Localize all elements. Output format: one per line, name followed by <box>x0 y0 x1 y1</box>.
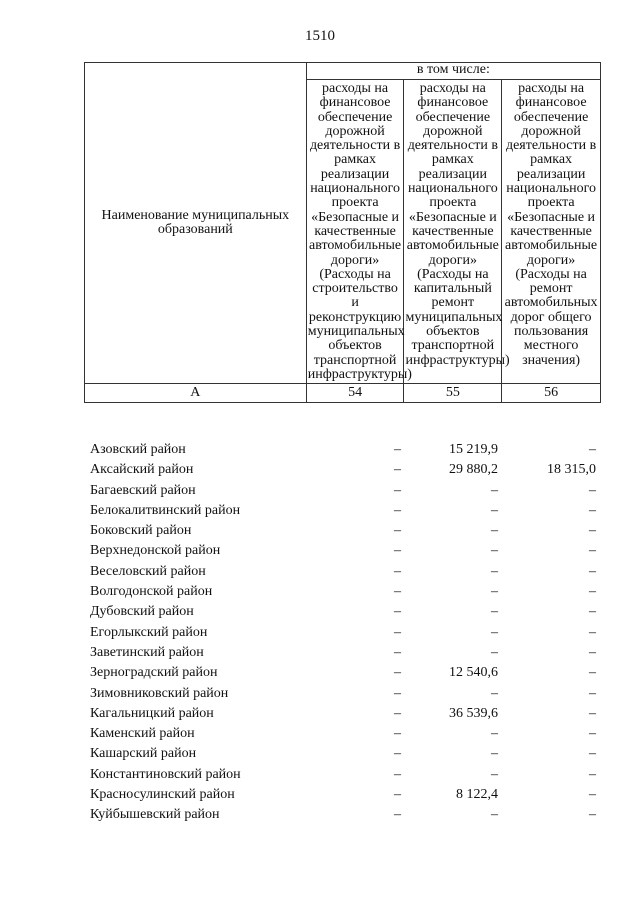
district-name: Волгодонской район <box>90 584 213 600</box>
district-name: Азовский район <box>90 442 186 457</box>
value-col-54: – <box>394 787 401 803</box>
page-number: 1510 <box>305 28 335 44</box>
value-col-55: – <box>491 543 498 559</box>
district-name: Заветинский район <box>90 644 204 660</box>
value-col-56: – <box>589 584 596 600</box>
district-name: Дубовский район <box>90 604 194 620</box>
value-col-56: – <box>589 502 596 518</box>
value-col-55: – <box>491 624 498 640</box>
table-row <box>90 765 601 785</box>
column-header-55: расходы на финансовое обеспечение дорожной деятельности в рамках реализации национального проекта «Безопасные и качественные автомобильные дороги» (Расходы на капитальный ремонт муниципальных объектов транспортной инфраструктуры) <box>404 80 502 384</box>
value-col-54: – <box>394 442 401 457</box>
table-row <box>90 704 601 724</box>
value-col-55: – <box>491 502 498 518</box>
table-row <box>90 562 601 582</box>
table-row <box>90 521 601 541</box>
value-col-54: – <box>394 746 401 762</box>
value-col-56: – <box>589 766 596 782</box>
value-col-56: – <box>589 726 596 742</box>
value-col-55: 36 539,6 <box>449 705 498 721</box>
value-col-55: 12 540,6 <box>449 665 498 681</box>
value-col-56: – <box>589 604 596 620</box>
value-col-55: – <box>491 563 498 579</box>
table-row <box>90 541 601 561</box>
value-col-55: – <box>491 523 498 539</box>
table-row <box>90 643 601 663</box>
table-row <box>90 684 601 704</box>
district-name: Багаевский район <box>90 482 196 498</box>
value-col-56: – <box>589 665 596 681</box>
value-col-56: – <box>589 543 596 559</box>
value-col-56: 18 315,0 <box>547 462 596 478</box>
value-col-55: 29 880,2 <box>449 462 498 478</box>
value-col-55: – <box>491 807 498 823</box>
value-col-55: – <box>491 726 498 742</box>
district-name: Константиновский район <box>90 766 241 782</box>
value-col-54: – <box>394 624 401 640</box>
value-col-56: – <box>589 442 596 457</box>
district-name: Куйбышевский район <box>90 807 220 823</box>
value-col-55: 8 122,4 <box>456 787 498 803</box>
value-col-54: – <box>394 685 401 701</box>
value-col-55: 15 219,9 <box>449 442 498 457</box>
table-row <box>90 785 601 805</box>
value-col-54: – <box>394 604 401 620</box>
district-name: Белокалитвинский район <box>90 502 241 518</box>
value-col-55: – <box>491 604 498 620</box>
column-header-54: расходы на финансовое обеспечение дорожной деятельности в рамках реализации национального проекта «Безопасные и качественные автомобильные дороги» (Расходы на строительство и реконструкцию муниципальных объектов транспортной инфраструктуры) <box>307 81 412 382</box>
value-col-54: – <box>394 482 401 498</box>
table-row <box>90 460 601 480</box>
district-name: Красносулинский район <box>90 787 235 803</box>
value-col-56: – <box>589 685 596 701</box>
district-name: Каменский район <box>90 726 195 742</box>
value-col-56: – <box>589 624 596 640</box>
table-row <box>90 805 601 825</box>
value-col-55: – <box>491 584 498 600</box>
group-header: в том числе: <box>306 63 600 80</box>
value-col-55: – <box>491 685 498 701</box>
value-col-56: – <box>589 787 596 803</box>
column-number-55: 55 <box>404 384 502 403</box>
table-body <box>90 440 601 826</box>
value-col-54: – <box>394 726 401 742</box>
district-name: Зимовниковский район <box>90 685 229 701</box>
column-header-56: расходы на финансовое обеспечение дорожной деятельности в рамках реализации национального проекта «Безопасные и качественные автомобильные дороги» (Расходы на ремонт автомобильных дорог общего пользования местного значения) <box>502 80 601 384</box>
value-col-56: – <box>589 807 596 823</box>
value-col-56: – <box>589 705 596 721</box>
table-row <box>90 724 601 744</box>
value-col-55: – <box>491 746 498 762</box>
value-col-55: – <box>491 644 498 660</box>
district-name: Кашарский район <box>90 746 197 762</box>
value-col-56: – <box>589 563 596 579</box>
table-row <box>90 663 601 683</box>
district-name: Егорлыкский район <box>90 624 208 640</box>
district-name: Боковский район <box>90 523 192 539</box>
value-col-56: – <box>589 746 596 762</box>
value-col-55: – <box>491 766 498 782</box>
table-row <box>90 440 601 460</box>
value-col-54: – <box>394 523 401 539</box>
district-name: Кагальницкий район <box>90 705 214 721</box>
district-name: Верхнедонской район <box>90 543 221 559</box>
table-row <box>90 744 601 764</box>
column-number-56: 56 <box>502 384 601 403</box>
value-col-54: – <box>394 543 401 559</box>
value-col-54: – <box>394 766 401 782</box>
table-row <box>90 481 601 501</box>
name-column-header: Наименование муниципальных образований <box>85 63 307 384</box>
value-col-56: – <box>589 482 596 498</box>
value-col-54: – <box>394 563 401 579</box>
district-name: Зерноградский район <box>90 665 218 681</box>
value-col-54: – <box>394 705 401 721</box>
value-col-54: – <box>394 665 401 681</box>
table-row <box>90 582 601 602</box>
value-col-54: – <box>394 807 401 823</box>
table-row <box>90 501 601 521</box>
value-col-56: – <box>589 523 596 539</box>
district-name: Аксайский район <box>90 462 194 478</box>
value-col-55: – <box>491 482 498 498</box>
district-name: Веселовский район <box>90 563 206 579</box>
value-col-54: – <box>394 584 401 600</box>
value-col-54: – <box>394 644 401 660</box>
column-number-54: 54 <box>306 384 404 403</box>
column-number-a: А <box>85 384 307 403</box>
table-header <box>84 62 601 403</box>
value-col-54: – <box>394 502 401 518</box>
table-row <box>90 623 601 643</box>
table-row <box>90 602 601 622</box>
value-col-56: – <box>589 644 596 660</box>
value-col-54: – <box>394 462 401 478</box>
